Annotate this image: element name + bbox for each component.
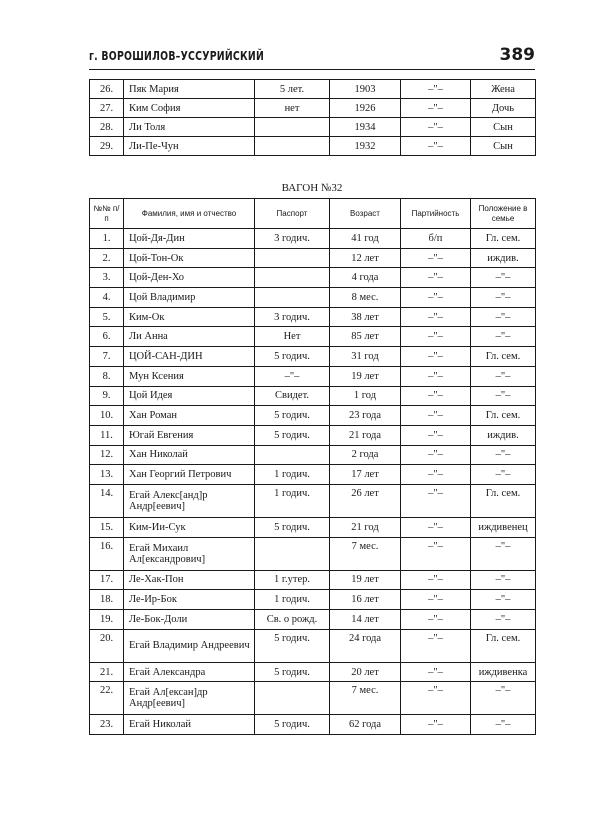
row-passport: 1 г.утер. (255, 570, 330, 590)
row-passport: 1 годич. (255, 590, 330, 610)
row-position: –"– (471, 327, 536, 347)
row-party: –"– (401, 118, 471, 137)
row-party: –"– (401, 99, 471, 118)
row-party: –"– (401, 570, 471, 590)
row-passport: 1 годич. (255, 484, 330, 517)
continued-table-body (90, 80, 536, 156)
row-name: Цой-Тон-Ок (124, 248, 255, 268)
row-passport: 5 годич. (255, 517, 330, 537)
row-passport: –"– (255, 366, 330, 386)
row-number: 21. (90, 662, 124, 682)
row-position: –"– (471, 288, 536, 308)
row-position: иждив. (471, 248, 536, 268)
row-age: 12 лет (330, 248, 401, 268)
page-number: 389 (499, 45, 535, 65)
table-row (90, 288, 536, 308)
row-party: –"– (401, 307, 471, 327)
row-position: –"– (471, 715, 536, 735)
row-number: 14. (90, 484, 124, 517)
row-passport: 5 лет. (255, 80, 330, 99)
row-number: 10. (90, 406, 124, 426)
row-age: 17 лет (330, 465, 401, 485)
row-number: 9. (90, 386, 124, 406)
row-party: –"– (401, 465, 471, 485)
table-row (90, 406, 536, 426)
row-age: 62 года (330, 715, 401, 735)
row-position: –"– (471, 268, 536, 288)
row-age: 16 лет (330, 590, 401, 610)
row-name: Ле-Бок-Доли (124, 610, 255, 630)
row-age: 85 лет (330, 327, 401, 347)
row-age: 41 год (330, 229, 401, 249)
row-name: Хан Роман (124, 406, 255, 426)
row-position: Гл. сем. (471, 406, 536, 426)
row-position: иждив. (471, 425, 536, 445)
row-age: 21 года (330, 425, 401, 445)
row-name: Цой Владимир (124, 288, 255, 308)
row-number: 11. (90, 425, 124, 445)
continued-table (89, 79, 536, 156)
row-age: 8 мес. (330, 288, 401, 308)
row-party: –"– (401, 537, 471, 570)
table-row (90, 118, 536, 137)
row-passport: 1 годич. (255, 465, 330, 485)
col-position-header: Положение в семье (471, 199, 536, 229)
row-number: 4. (90, 288, 124, 308)
row-number: 17. (90, 570, 124, 590)
row-party: –"– (401, 347, 471, 367)
row-position: Гл. сем. (471, 347, 536, 367)
row-position: –"– (471, 570, 536, 590)
row-position: иждивенец (471, 517, 536, 537)
row-number: 23. (90, 715, 124, 735)
row-position: –"– (471, 610, 536, 630)
row-name: Цой-Дя-Дин (124, 229, 255, 249)
row-passport (255, 682, 330, 715)
row-position: Дочь (471, 99, 536, 118)
row-party: –"– (401, 80, 471, 99)
row-age: 21 год (330, 517, 401, 537)
row-name: Ли Анна (124, 327, 255, 347)
row-age: 1926 (330, 99, 401, 118)
row-name: Мун Ксения (124, 366, 255, 386)
running-title: г. ВОРОШИЛОВ–УССУРИЙСКИЙ (89, 49, 265, 63)
table-row (90, 327, 536, 347)
row-number: 7. (90, 347, 124, 367)
table-row (90, 425, 536, 445)
table-row (90, 590, 536, 610)
row-age: 24 года (330, 629, 401, 662)
row-position: –"– (471, 445, 536, 465)
row-name: Ли-Пе-Чун (124, 137, 255, 156)
row-passport: 5 годич. (255, 406, 330, 426)
table-row (90, 484, 536, 517)
table-row (90, 629, 536, 662)
row-party: –"– (401, 248, 471, 268)
row-number: 12. (90, 445, 124, 465)
row-passport (255, 288, 330, 308)
row-passport: Свидет. (255, 386, 330, 406)
col-number-header: №№ п/п (90, 199, 124, 229)
row-name: ЦОЙ-САН-ДИН (124, 347, 255, 367)
row-name: Ким-Ии-Сук (124, 517, 255, 537)
table-row (90, 99, 536, 118)
row-party: –"– (401, 715, 471, 735)
table-row (90, 229, 536, 249)
row-age: 38 лет (330, 307, 401, 327)
table-row (90, 445, 536, 465)
col-name-header: Фамилия, имя и отчество (124, 199, 255, 229)
col-passport-header: Паспорт (255, 199, 330, 229)
row-passport (255, 537, 330, 570)
row-party: –"– (401, 445, 471, 465)
row-name: Егай Алекс[анд]р Андр[еевич] (124, 484, 255, 517)
row-number: 5. (90, 307, 124, 327)
table-row (90, 537, 536, 570)
row-name: Ле-Хак-Пон (124, 570, 255, 590)
table-row (90, 248, 536, 268)
row-age: 2 года (330, 445, 401, 465)
row-age: 14 лет (330, 610, 401, 630)
row-position: иждивенка (471, 662, 536, 682)
row-passport: 5 годич. (255, 629, 330, 662)
row-age: 1 год (330, 386, 401, 406)
table-row (90, 307, 536, 327)
row-party: –"– (401, 268, 471, 288)
row-position: –"– (471, 307, 536, 327)
row-number: 6. (90, 327, 124, 347)
row-passport: нет (255, 99, 330, 118)
row-number: 3. (90, 268, 124, 288)
col-age-header: Возраст (330, 199, 401, 229)
row-passport (255, 137, 330, 156)
table-row (90, 610, 536, 630)
row-position: –"– (471, 465, 536, 485)
row-passport: 3 годич. (255, 229, 330, 249)
row-number: 28. (90, 118, 124, 137)
row-name: Егай Ал[ексан]др Андр[еевич] (124, 682, 255, 715)
table-row (90, 366, 536, 386)
row-party: –"– (401, 327, 471, 347)
table-row (90, 137, 536, 156)
row-party: –"– (401, 610, 471, 630)
row-age: 7 мес. (330, 537, 401, 570)
row-age: 23 года (330, 406, 401, 426)
row-passport: 5 годич. (255, 347, 330, 367)
table-row (90, 268, 536, 288)
row-party: б/п (401, 229, 471, 249)
wagon-32-table-body (90, 229, 536, 735)
row-name: Югай Евгения (124, 425, 255, 445)
row-name: Егай Михаил Ал[ександрович] (124, 537, 255, 570)
row-position: Сын (471, 118, 536, 137)
table-row (90, 347, 536, 367)
row-party: –"– (401, 517, 471, 537)
page-header (89, 43, 535, 70)
row-name: Ким София (124, 99, 255, 118)
row-number: 16. (90, 537, 124, 570)
row-passport: Св. о рожд. (255, 610, 330, 630)
row-party: –"– (401, 590, 471, 610)
row-party: –"– (401, 137, 471, 156)
row-name: Ли Толя (124, 118, 255, 137)
row-age: 19 лет (330, 570, 401, 590)
table-row (90, 682, 536, 715)
row-name: Цой Идея (124, 386, 255, 406)
row-number: 26. (90, 80, 124, 99)
row-name: Пяк Мария (124, 80, 255, 99)
row-passport (255, 118, 330, 137)
row-passport: 5 годич. (255, 662, 330, 682)
table-row (90, 465, 536, 485)
row-party: –"– (401, 629, 471, 662)
row-passport: 3 годич. (255, 307, 330, 327)
row-passport (255, 268, 330, 288)
row-passport: Нет (255, 327, 330, 347)
row-name: Ким-Ок (124, 307, 255, 327)
row-position: Сын (471, 137, 536, 156)
row-age: 1903 (330, 80, 401, 99)
col-party-header: Партийность (401, 199, 471, 229)
row-position: Гл. сем. (471, 229, 536, 249)
row-number: 13. (90, 465, 124, 485)
row-name: Егай Александра (124, 662, 255, 682)
row-number: 2. (90, 248, 124, 268)
row-position: –"– (471, 386, 536, 406)
row-name: Хан Георгий Петрович (124, 465, 255, 485)
row-party: –"– (401, 662, 471, 682)
table-row (90, 80, 536, 99)
row-number: 29. (90, 137, 124, 156)
row-age: 1932 (330, 137, 401, 156)
table-row (90, 517, 536, 537)
row-position: Гл. сем. (471, 484, 536, 517)
row-age: 7 мес. (330, 682, 401, 715)
row-number: 18. (90, 590, 124, 610)
wagon-32-table (89, 198, 536, 735)
table-row (90, 662, 536, 682)
row-name: Цой-Ден-Хо (124, 268, 255, 288)
row-number: 22. (90, 682, 124, 715)
row-party: –"– (401, 386, 471, 406)
row-passport: 5 годич. (255, 425, 330, 445)
row-party: –"– (401, 366, 471, 386)
row-age: 1934 (330, 118, 401, 137)
row-position: –"– (471, 590, 536, 610)
row-number: 19. (90, 610, 124, 630)
row-position: –"– (471, 682, 536, 715)
row-party: –"– (401, 425, 471, 445)
row-position: –"– (471, 366, 536, 386)
row-passport (255, 248, 330, 268)
wagon-title: ВАГОН №32 (281, 182, 343, 194)
table-row (90, 386, 536, 406)
row-passport: 5 годич. (255, 715, 330, 735)
row-number: 27. (90, 99, 124, 118)
row-name: Ле-Ир-Бок (124, 590, 255, 610)
row-party: –"– (401, 288, 471, 308)
row-number: 20. (90, 629, 124, 662)
row-age: 26 лет (330, 484, 401, 517)
row-party: –"– (401, 484, 471, 517)
table-row (90, 715, 536, 735)
row-name: Егай Николай (124, 715, 255, 735)
row-number: 8. (90, 366, 124, 386)
row-age: 31 год (330, 347, 401, 367)
row-position: Гл. сем. (471, 629, 536, 662)
row-number: 1. (90, 229, 124, 249)
row-party: –"– (401, 406, 471, 426)
row-age: 19 лет (330, 366, 401, 386)
row-age: 4 года (330, 268, 401, 288)
row-passport (255, 445, 330, 465)
row-name: Хан Николай (124, 445, 255, 465)
row-number: 15. (90, 517, 124, 537)
row-name: Егай Владимир Андреевич (124, 629, 255, 662)
table-header (90, 199, 536, 229)
row-position: Жена (471, 80, 536, 99)
row-party: –"– (401, 682, 471, 715)
table-row (90, 570, 536, 590)
row-age: 20 лет (330, 662, 401, 682)
row-position: –"– (471, 537, 536, 570)
